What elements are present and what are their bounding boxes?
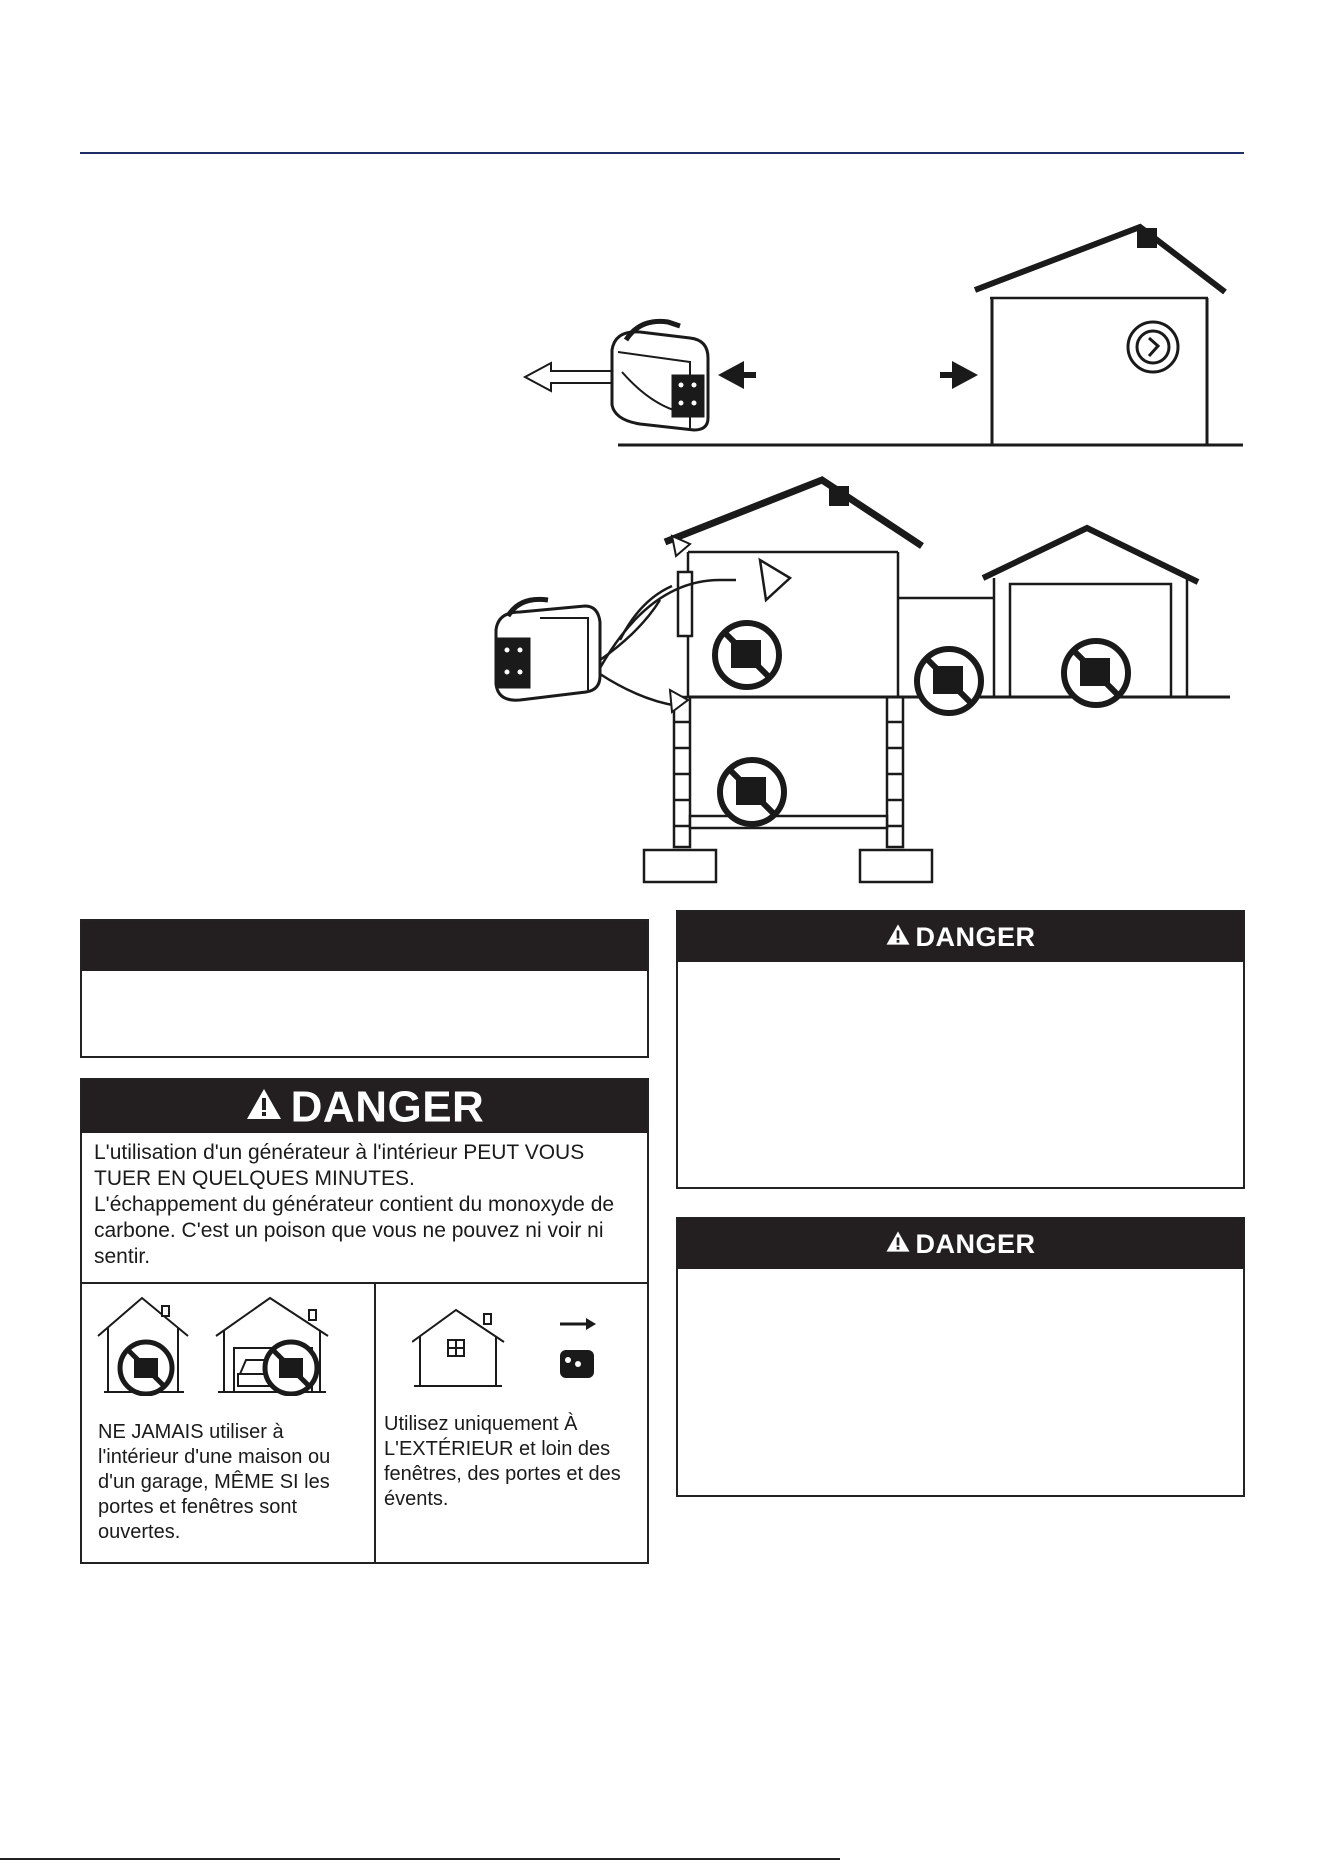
danger-main-panel xyxy=(80,1078,649,1564)
danger-main-text-line2: L'échappement du générateur contient du monoxyde de carbone. C'est un poison que vous ne pouvez ni voir ni sentir. xyxy=(94,1193,615,1268)
danger-box-1-title: DANGER xyxy=(915,922,1036,952)
generator-icon xyxy=(560,1350,594,1378)
co-detector-icon xyxy=(1128,322,1178,372)
notice-box xyxy=(80,919,649,1058)
danger-main-title: DANGER xyxy=(290,1082,485,1132)
danger-box-1 xyxy=(676,910,1245,1189)
danger-main-header xyxy=(82,1080,647,1133)
prohibition-icon xyxy=(720,760,784,824)
header-rule xyxy=(80,152,1244,154)
notice-box-header xyxy=(82,921,647,971)
danger-box-2 xyxy=(676,1217,1245,1497)
warning-triangle-icon xyxy=(885,1230,911,1253)
outdoor-use-pictogram xyxy=(412,1308,612,1388)
outdoor-placement-illustration xyxy=(500,215,1250,455)
danger-box-2-title: DANGER xyxy=(915,1229,1036,1259)
danger-main-caption-left: NE JAMAIS utiliser à l'intérieur d'une maison ou d'un garage, MÊME SI les portes et fenêtres sont ouvertes. xyxy=(98,1421,331,1543)
indoor-prohibition-pictogram xyxy=(96,1296,358,1396)
prohibition-icon xyxy=(1064,641,1128,705)
prohibition-icon xyxy=(715,623,779,687)
warning-triangle-icon xyxy=(245,1087,283,1121)
indoor-prohibition-illustration xyxy=(490,470,1250,900)
prohibition-icon xyxy=(917,649,981,713)
generator-icon xyxy=(612,321,708,430)
danger-main-caption-right: Utilisez uniquement À L'EXTÉRIEUR et loin des fenêtres, des portes et des évents. xyxy=(384,1413,621,1510)
danger-box-1-header xyxy=(678,912,1243,962)
danger-box-2-header xyxy=(678,1219,1243,1269)
footer-rule xyxy=(0,1858,840,1860)
danger-main-cell-left xyxy=(82,1284,376,1562)
warning-triangle-icon xyxy=(885,923,911,946)
prohibition-icon xyxy=(120,1342,317,1394)
danger-main-cell-right xyxy=(376,1284,647,1562)
generator-icon xyxy=(496,599,600,700)
danger-main-text xyxy=(94,1140,637,1270)
danger-main-text-line1: L'utilisation d'un générateur à l'intérieur PEUT VOUS TUER EN QUELQUES MINUTES. xyxy=(94,1141,585,1190)
